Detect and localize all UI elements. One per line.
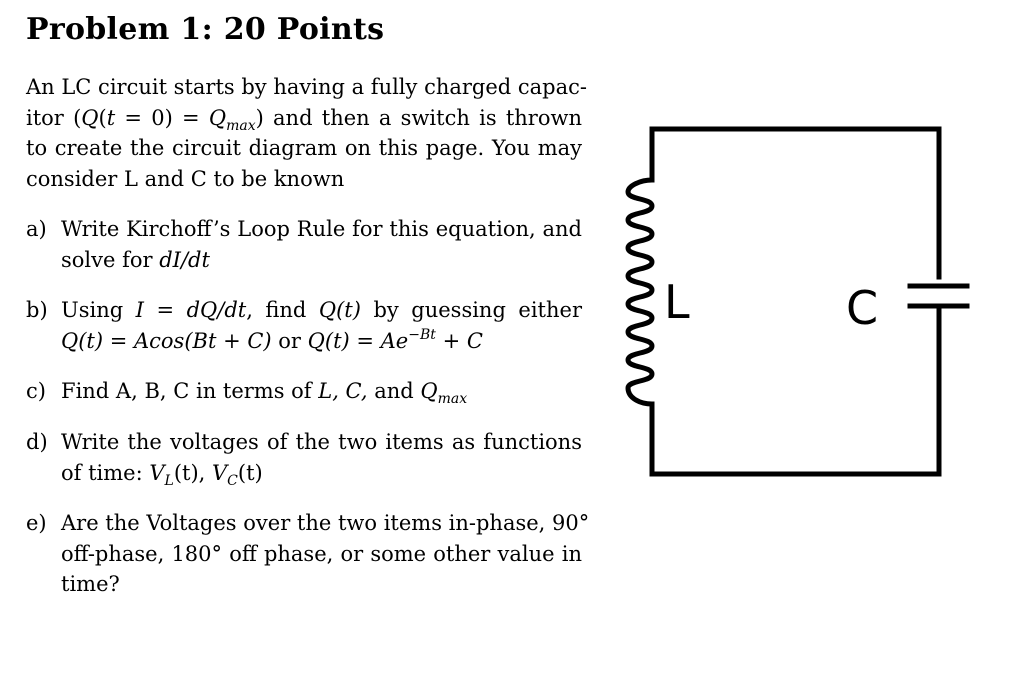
question-e-line-3: time?: [61, 572, 120, 596]
intro-line-3: to create the circuit diagram on this page. You may: [26, 136, 582, 160]
question-b-line-2: Q(t) = Acos(Bt + C) or $Q(t) = Ae^{-Bt} + C$: [61, 326, 483, 353]
question-e-line-2: off-phase, 180° off phase, or some other value in: [61, 541, 582, 566]
intro-line-1: An LC circuit starts by having a fully charged capac-: [26, 75, 588, 99]
circuit-wire-top-left: [652, 129, 939, 277]
question-e-label: e): [26, 511, 47, 535]
question-e-line-1: Are the Voltages over the two items in-phase, 90°: [61, 511, 590, 535]
question-e: [26, 508, 590, 600]
question-a-line-2: solve for dI/dt: [61, 247, 210, 272]
question-a-label: a): [26, 217, 47, 241]
question-a: [26, 214, 582, 275]
intro-line-2: itor $(Q(t = 0) = Q_{max})$ and then a switch is thrown: [26, 105, 582, 134]
intro-line-4: consider L and C to be known: [26, 166, 345, 191]
capacitor-label: C: [846, 281, 879, 335]
question-c: [26, 376, 582, 407]
problem-title: Problem 1: 20 Points: [26, 12, 385, 47]
inductor-coil: [628, 180, 652, 404]
question-b: [26, 295, 582, 356]
inductor-label: L: [664, 275, 690, 329]
question-a-line-1: Write Kirchoff’s Loop Rule for this equation, and: [61, 217, 582, 241]
question-d-line-2: of time: $V_L(t)$, $V_C(t)$: [61, 460, 263, 489]
question-b-label: b): [26, 298, 48, 322]
intro-paragraph: [26, 72, 588, 194]
question-d: [26, 427, 582, 488]
circuit-wire-bottom: [652, 309, 939, 474]
question-d-line-1: Write the voltages of the two items as functions: [61, 430, 582, 454]
question-d-label: d): [26, 430, 48, 454]
question-c-line-1: Find A, B, C in terms of L, C, and $Q_{max}$: [61, 379, 468, 407]
question-b-line-1: Using I = dQ/dt, find Q(t) by guessing either: [61, 298, 582, 322]
question-c-label: c): [26, 379, 46, 403]
lc-circuit-diagram: [600, 110, 980, 490]
